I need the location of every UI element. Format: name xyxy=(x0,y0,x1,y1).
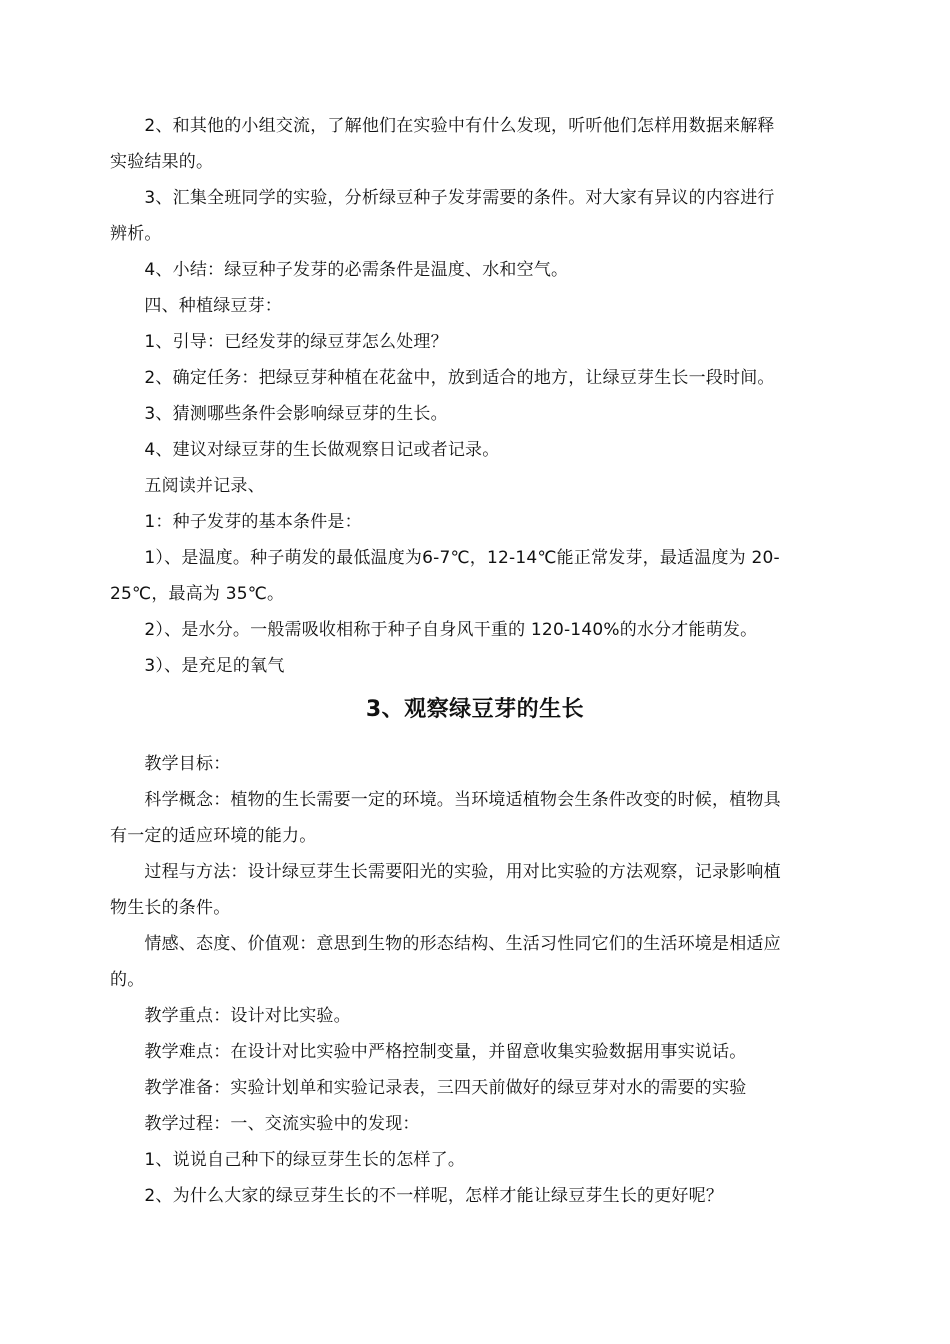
paragraph-line: 25℃，最高为 35℃。 xyxy=(110,584,285,604)
paragraph-line: 2、和其他的小组交流，了解他们在实验中有什么发现，听听他们怎样用数据来解释 xyxy=(110,116,775,136)
paragraph-line: 4、建议对绿豆芽的生长做观察日记或者记录。 xyxy=(110,440,500,460)
paragraph-line: 1、说说自己种下的绿豆芽生长的怎样了。 xyxy=(110,1150,466,1170)
paragraph-line: 五阅读并记录、 xyxy=(110,476,265,496)
paragraph-line: 1：种子发芽的基本条件是： xyxy=(110,512,362,532)
paragraph-line: 2、为什么大家的绿豆芽生长的不一样呢，怎样才能让绿豆芽生长的更好呢？ xyxy=(110,1186,724,1206)
paragraph-line: 过程与方法：设计绿豆芽生长需要阳光的实验，用对比实验的方法观察，记录影响植 xyxy=(110,862,781,882)
paragraph-line: 有一定的适应环境的能力。 xyxy=(110,826,317,846)
paragraph-line: 实验结果的。 xyxy=(110,152,214,172)
paragraph-line: 2、确定任务：把绿豆芽种植在花盆中，放到适合的地方，让绿豆芽生长一段时间。 xyxy=(110,368,775,388)
paragraph-line: 教学目标： xyxy=(110,754,231,774)
section-1-body xyxy=(110,108,845,684)
paragraph-line: 教学准备：实验计划单和实验记录表，三四天前做好的绿豆芽对水的需要的实验 xyxy=(110,1078,747,1098)
paragraph-line: 四、种植绿豆芽： xyxy=(110,296,282,316)
paragraph-line: 的。 xyxy=(110,970,145,990)
paragraph-line: 2）、是水分。一般需吸收相称于种子自身风干重的 120-140%的水分才能萌发。 xyxy=(110,620,758,640)
paragraph-line: 情感、态度、价值观：意思到生物的形态结构、生活习性同它们的生活环境是相适应 xyxy=(110,934,781,954)
paragraph-line: 教学重点：设计对比实验。 xyxy=(110,1006,351,1026)
paragraph-line: 1、引导：已经发芽的绿豆芽怎么处理？ xyxy=(110,332,448,352)
paragraph-line: 物生长的条件。 xyxy=(110,898,231,918)
paragraph-line: 4、小结：绿豆种子发芽的必需条件是温度、水和空气。 xyxy=(110,260,569,280)
paragraph-line: 1）、是温度。种子萌发的最低温度为6-7℃，12-14℃能正常发芽，最适温度为 20- xyxy=(110,548,780,568)
paragraph-line: 科学概念：植物的生长需要一定的环境。当环境适植物会生条件改变的时候，植物具 xyxy=(110,790,781,810)
paragraph-line: 教学过程：一、交流实验中的发现： xyxy=(110,1114,420,1134)
section-title: 3、观察绿豆芽的生长 xyxy=(365,697,585,722)
paragraph-line: 辨析。 xyxy=(110,224,162,244)
paragraph-line: 教学难点：在设计对比实验中严格控制变量，并留意收集实验数据用事实说话。 xyxy=(110,1042,747,1062)
section-2-body xyxy=(110,746,845,1214)
paragraph-line: 3、猜测哪些条件会影响绿豆芽的生长。 xyxy=(110,404,448,424)
paragraph-line: 3）、是充足的氧气 xyxy=(110,656,285,676)
paragraph-line: 3、汇集全班同学的实验，分析绿豆种子发芽需要的条件。对大家有异议的内容进行 xyxy=(110,188,775,208)
